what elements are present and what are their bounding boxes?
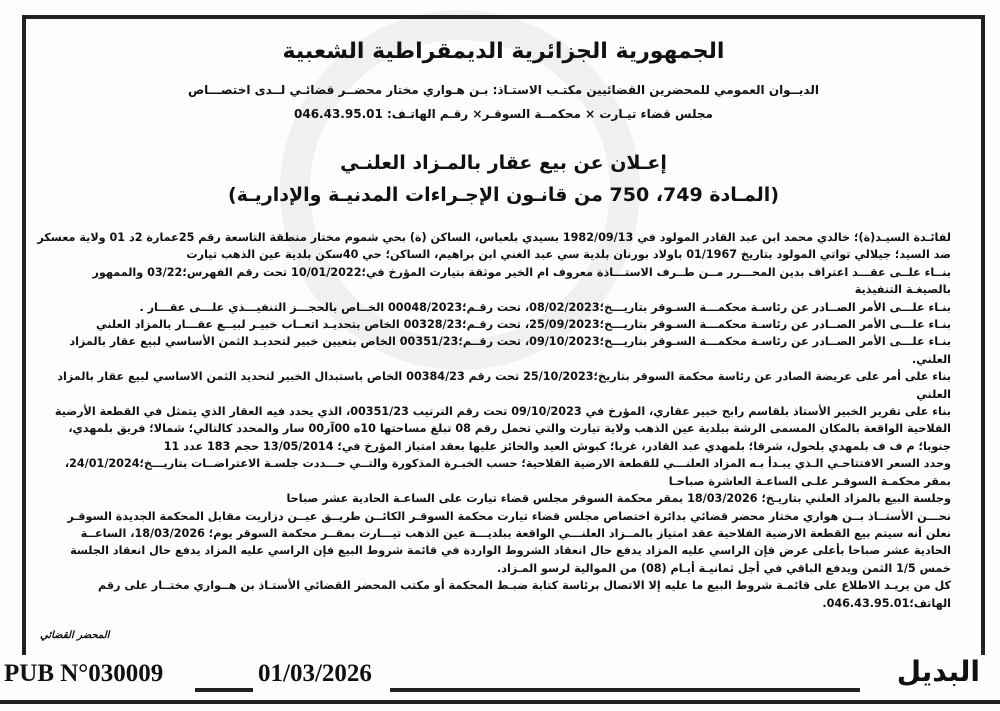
body-line: وحدد السعر الافتتاحـي الـذي يبـدأ بـه المزاد العلنـــي للقطعة الارضية الفلاحية؛ حسب الخبـرة المذكورة والتــي حـــددت جلسـة الاعتراضــات بتاريـــخ؛24/01/2024، bbox=[64, 457, 951, 471]
body-line: نحـــن الأستــاذ بــن هواري مختار محضر قضائي بدائرة اختصاص مجلس قضاء تيارت محكمة السوقـر الكائــن طريــق عيــن دزاريت مقابل المحكمة الجديدة السوقـر bbox=[67, 509, 951, 523]
body-line: العلني. bbox=[911, 352, 951, 366]
body-line: بالصيغـة التنفيذية bbox=[854, 283, 951, 297]
office-line: الديــوان العمومي للمحضرين القضائيين مكتـب الاستـاذ: بـن هـواري مختار محضــر قضائـي لــدى اختصـــاص bbox=[188, 83, 819, 97]
body-line: الحادية عشر صباحا بأعلى عرض فإن الراسي عليه المزاد يدفع حال انعقاد الشروط الواردة في قائمة شروط البيع فإن الراسي عليه المزاد يدفع حال انعقاد الجلسة bbox=[70, 544, 951, 558]
body-line: بمقر محكمـة السوقـر علـى الساعـة العاشرة صباحـا bbox=[668, 474, 951, 488]
divider bbox=[0, 700, 1000, 704]
body-line: وجلسة البيع بالمزاد العلني بتاريـخ؛ 18/03/2026 بمقر محكمة السوقر مجلس قضاء تيارت على الساعـة الحادية عشر صباحا bbox=[286, 492, 951, 506]
body-line: بنـاء علـــى الأمر الصــادر عن رئاسـة محكمـــة السـوقر بتاريـــخ؛08/02/2023، تحت رقـم؛00048/2023 الخــاص بالحجـــز التنفيـــذي علـــى عقـــار . bbox=[139, 300, 951, 314]
body-line: الهاتف؛046.43.95.01. bbox=[822, 596, 951, 610]
body-line: العلني bbox=[916, 387, 951, 401]
divider bbox=[195, 688, 253, 692]
body-line: نعلن أنه سيتم بيع القطعة الارضية الفلاحية عقد امتياز بالمــزاد العلنـــي الواقعة ببلديـــة عين الذهب تيـــارت بمقــر محكمة السوقر يوم؛ 18/03/2026، الساعــة bbox=[80, 526, 951, 540]
body-line: خمس 1/5 الثمن ويدفع الباقي في أجل ثمانيـة أيـام (08) من الموالية لرسو المـزاد. bbox=[496, 561, 951, 575]
pub-number: PUB N°030009 bbox=[4, 660, 164, 687]
body-line: لفائـدة السيـد(ة)؛ خالدي محمد ابن عبد القادر المولود في 1982/09/13 بسيدي بلعباس، الساكن (ة) بحي شموم مختار منطقة التاسعة رقم 25عمارة 2د 01 ولاية معسكر bbox=[37, 231, 951, 244]
notice-frame bbox=[22, 15, 985, 655]
notice-title: إعـلان عن بيع عقار بالمـزاد العلنـي bbox=[340, 152, 667, 174]
body-line: جنوبا؛ م ف ف بلمهدي بلحول، شرقا؛ بلمهدي عبد القادر، غربا؛ كبوش العيد والحائز عليها بعقد امتياز المؤرخ في؛ 13/05/2014 حجم 183 عدد 11 bbox=[163, 439, 951, 453]
body-line: بنـاء علـــى الأمر الصــادر عن رئاسـة محكمـــة السـوقر بتاريـــخ؛25/09/2023، تحت رقـم؛00328/23 الخاص بتحديـد اتعــاب خبيـر لبيــع عقـــار بالمزاد العلني bbox=[96, 318, 951, 332]
body-line: بنـاء علـــى الأمر الصــادر عن رئاسـة محكمـــة السـوقر بتاريـــخ؛09/10/2023، تحت رقــم؛00351/23 الخاص بتعيين خبير لتحديـد الثمن الأساسي لبيع عقار بالمزاد bbox=[69, 335, 951, 349]
body-line: بناء على تقرير الخبير الأستاذ بلقاسم رابح خبير عقاري، المؤرخ في 09/10/2023 تحت رقم الترتيب 00351/23، الذي يحدد فيه العقار الذي يتمثل في القطعة الأرضية bbox=[54, 405, 951, 419]
body-line: كل من يريـد الاطلاع على قائمـة شروط البيع ما عليه إلا الاتصال برئاسة كتابة ضبـط المحكمة أو مكتب المحضر القضائي الأستـاذ بن هــواري مختــار على رقم bbox=[97, 579, 951, 593]
notice-body bbox=[37, 229, 951, 612]
divider bbox=[390, 688, 860, 692]
publication-date: 01/03/2026 bbox=[258, 660, 372, 687]
body-line: ضد السيد؛ جيلالي تواتي المولود بتاريخ 01/1967 باولاد بورنان بلدية سي عبد الغني ابن براهيم، الساكن؛ حي 40سكن بلدية عين الذهب تيارت bbox=[186, 248, 951, 262]
court-line: مجلس قضاء تيـارت × محكمــة السوقـر× رقـم الهاتـف: 046.43.95.01 bbox=[294, 107, 713, 121]
republic-heading: الجمهورية الجزائرية الديمقراطية الشعبية bbox=[282, 39, 725, 64]
notice-subtitle: (المـادة 749، 750 من قانـون الإجـراءات المدنيـة والإداريـة) bbox=[227, 184, 779, 206]
body-line: بناء على أمر على عريضة الصادر عن رئاسة محكمة السوقر بتاريخ؛25/10/2023 تحت رقم 00384/23 الخاص باستبدال الخبير لتحديد الثمن الاساسي لبيع عقار بالمزاد bbox=[57, 370, 951, 384]
body-line: الفلاحية الواقعة بالمكان المسمى الرشة ببلدية عين الذهب ولاية تيارت والتي تحمل رقم 08 تبلغ مساحتها 10ه 00آر00 سار والمحدد كالتالي؛ شمالا؛ فريق بلمهدي، bbox=[68, 422, 951, 436]
signature: المحضر القضائي bbox=[40, 630, 110, 641]
body-line: بنــاء علــى عقـــد اعتراف بدين المحـــرر مــن طــرف الاستـــاذة معروف ام الخير موثقة بتيارت المؤرخ في؛10/01/2022 تحت رقم الفهرس؛03/22 والممهور bbox=[92, 265, 951, 279]
newspaper-name: البديل bbox=[896, 655, 980, 688]
